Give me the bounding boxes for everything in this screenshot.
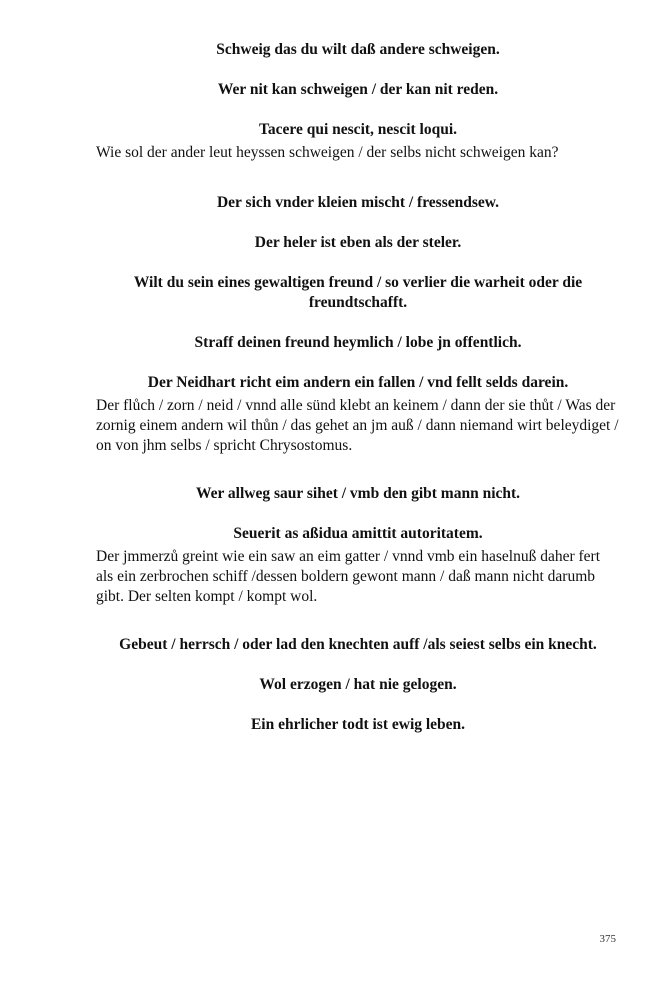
- commentary-paragraph: Der flůch / zorn / neid / vnnd alle sünd klebt an keinem / dann der sie thůt / Was der zornig einem andern wil thůn / das gehet an jm auß / dann niemand wirt beleydiget / on von jhm selbs / spricht Chrysostomus.: [96, 397, 619, 454]
- commentary-paragraph: Der jmmerzů greint wie ein saw an eim gatter / vnnd vmb ein haselnuß daher fert als ein zerbrochen schiff /dessen boldern gewont mann / daß mann nicht darumb gibt. Der selten kompt / kompt wol.: [96, 548, 601, 605]
- proverb-heading: Wol erzogen / hat nie gelogen.: [259, 676, 457, 693]
- page-body: [96, 40, 620, 735]
- proverb-heading: Der sich vnder kleien mischt / fressendsew.: [216, 194, 499, 211]
- proverb-heading: Wer nit kan schweigen / der kan nit reden.: [217, 81, 499, 98]
- commentary-paragraph: Wie sol der ander leut heyssen schweigen / der selbs nicht schweigen kan?: [96, 144, 559, 161]
- proverb-heading: Straff deinen freund heymlich / lobe jn offentlich.: [194, 334, 522, 351]
- proverb-heading: Wer allweg saur sihet / vmb den gibt mann nicht.: [195, 485, 521, 502]
- proverb-heading: Tacere qui nescit, nescit loqui.: [258, 121, 458, 138]
- proverb-heading: Der Neidhart richt eim andern ein fallen / vnd fellt selds darein.: [147, 374, 569, 391]
- page-number: 375: [599, 933, 616, 945]
- proverb-heading: Wilt du sein eines gewaltigen freund / so verlier die warheit oder die freundtschafft.: [133, 274, 583, 311]
- proverb-heading: Gebeut / herrsch / oder lad den knechten auff /als seiest selbs ein knecht.: [119, 636, 597, 653]
- proverb-heading: Ein ehrlicher todt ist ewig leben.: [250, 716, 466, 733]
- proverb-heading: Seuerit as aßidua amittit autoritatem.: [233, 525, 483, 542]
- proverb-heading: Schweig das du wilt daß andere schweigen.: [216, 41, 500, 58]
- proverb-heading: Der heler ist eben als der steler.: [254, 234, 462, 251]
